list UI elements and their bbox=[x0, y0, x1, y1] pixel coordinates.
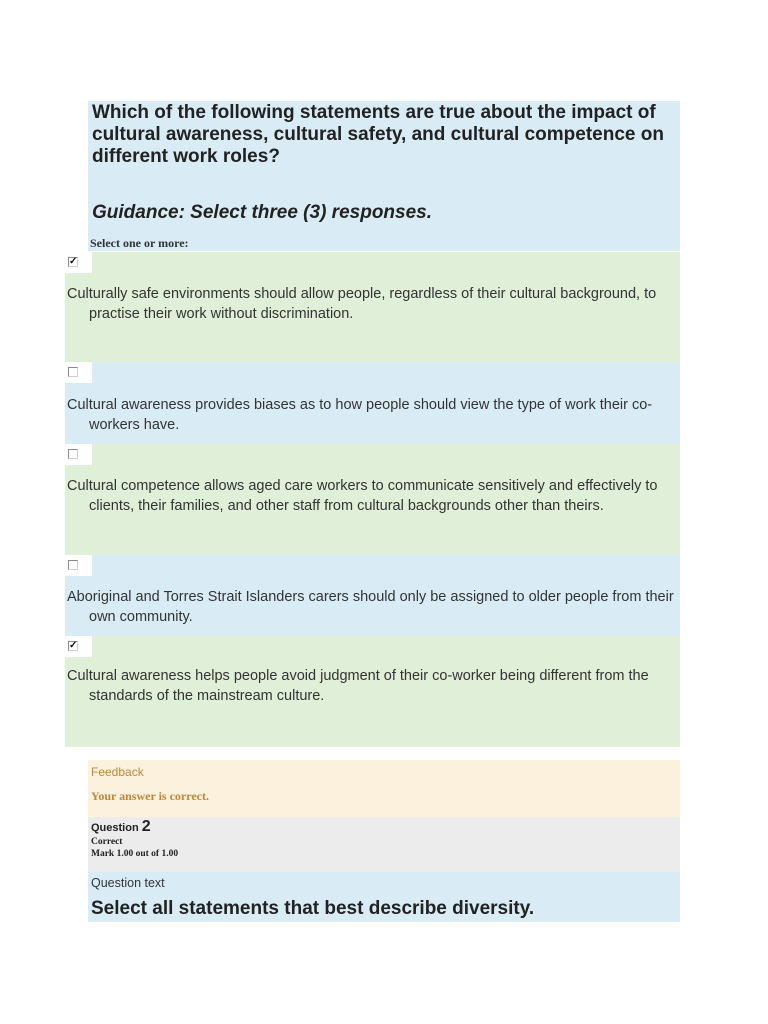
question-number: 2 bbox=[141, 818, 151, 835]
question-2-status: Correct bbox=[91, 837, 123, 847]
checkbox-option-3[interactable] bbox=[65, 444, 92, 465]
question-text-label: Question text bbox=[91, 876, 165, 890]
answer-option-5[interactable] bbox=[65, 636, 680, 747]
question-2-number bbox=[91, 818, 677, 836]
question-1-guidance: Guidance: Select three (3) responses. bbox=[92, 202, 433, 223]
question-label: Question bbox=[91, 822, 139, 834]
answer-option-2[interactable] bbox=[65, 362, 680, 444]
checkbox-5-checked-icon: ✓ bbox=[69, 640, 78, 651]
checkbox-option-5[interactable] bbox=[65, 636, 92, 657]
question-1-header bbox=[88, 101, 680, 251]
answer-option-1[interactable] bbox=[65, 252, 680, 362]
checkbox-2-unchecked-icon bbox=[68, 367, 78, 377]
checkbox-4-unchecked-icon bbox=[68, 560, 78, 570]
feedback-text: Your answer is correct. bbox=[91, 789, 209, 803]
answer-option-4-text: Aboriginal and Torres Strait Islanders carers should only be assigned to older people from their own community. bbox=[67, 589, 674, 625]
question-2-text-panel bbox=[88, 872, 680, 922]
select-one-or-more-label: Select one or more: bbox=[90, 236, 189, 250]
question-2-mark: Mark 1.00 out of 1.00 bbox=[91, 849, 179, 859]
answer-option-1-text: Culturally safe environments should allow people, regardless of their cultural background, to practise their work without discrimination. bbox=[67, 286, 657, 322]
checkbox-option-1[interactable] bbox=[65, 252, 92, 273]
feedback-panel bbox=[88, 760, 680, 817]
answer-option-3-text: Cultural competence allows aged care workers to communicate sensitively and effectively to clients, their families, and other staff from cultural backgrounds other than theirs. bbox=[67, 478, 658, 514]
checkbox-option-2[interactable] bbox=[65, 362, 92, 383]
checkbox-option-4[interactable] bbox=[65, 555, 92, 576]
answer-option-2-text: Cultural awareness provides biases as to how people should view the type of work their co-workers have. bbox=[67, 397, 653, 433]
answer-option-4[interactable] bbox=[65, 555, 680, 636]
question-2-info bbox=[88, 817, 680, 872]
checkbox-1-checked-icon: ✓ bbox=[69, 256, 78, 267]
question-1-title: Which of the following statements are true about the impact of cultural awareness, cultural safety, and cultural competence on different work roles? bbox=[92, 102, 664, 167]
answer-option-5-text: Cultural awareness helps people avoid judgment of their co-worker being different from the standards of the mainstream culture. bbox=[67, 668, 649, 704]
answer-option-3[interactable] bbox=[65, 444, 680, 555]
checkbox-3-unchecked-icon bbox=[68, 449, 78, 459]
question-2-title: Select all statements that best describe diversity. bbox=[91, 898, 535, 919]
feedback-label: Feedback bbox=[91, 765, 144, 779]
